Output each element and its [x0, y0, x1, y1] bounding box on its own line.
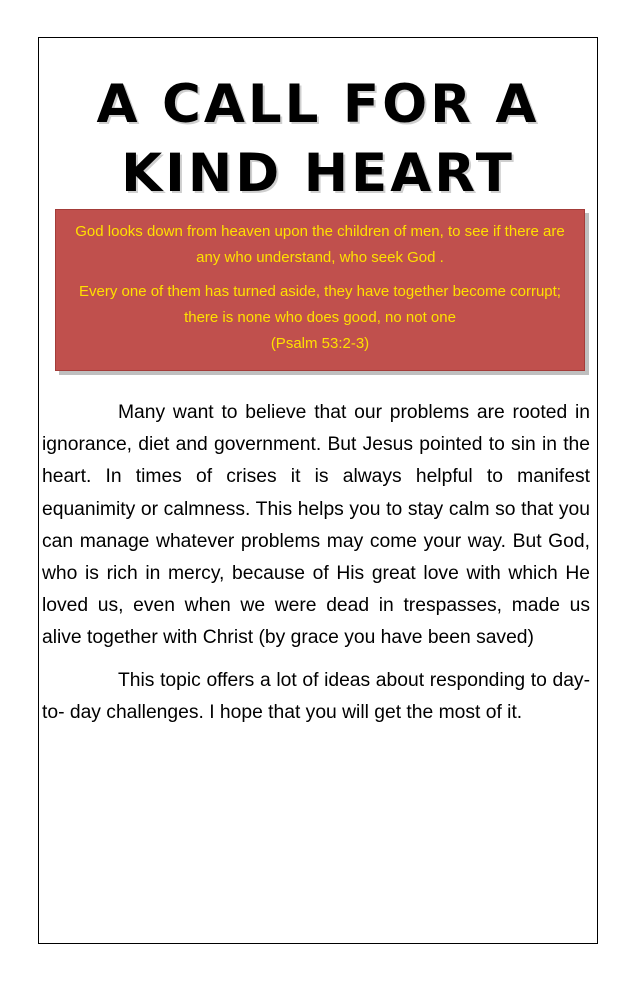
body-paragraph-2: This topic offers a lot of ideas about responding to day-to- day challenges. I hope that you will get the most of it. [42, 669, 590, 723]
scripture-callout [55, 209, 585, 371]
scripture-reference: (Psalm 53:2-3) [270, 335, 370, 352]
body-paragraph-1: Many want to believe that our problems are rooted in ignorance, diet and government. But Jesus pointed to sin in the heart. In times of crises it is always helpful to manifest equanimity or calmness. This helps you to stay calm so that you can manage whatever problems may come your way. But God, who is rich in mercy, because of His great love with which He loved us, even when we were dead in trespasses, made us alive together with Christ (by grace you have been saved) [42, 402, 590, 649]
page-title [40, 70, 596, 208]
title-line-1: A CALL FOR A [96, 74, 540, 135]
scripture-verse-part-2: Every one of them has turned aside, they have together become corrupt; there is none who does good, no not one [79, 283, 561, 326]
title-line-2: KIND HEART [121, 143, 515, 204]
scripture-verse-part-1: God looks down from heaven upon the children of men, to see if there are any who understand, who seek God . [75, 223, 565, 266]
body-text [42, 397, 590, 729]
